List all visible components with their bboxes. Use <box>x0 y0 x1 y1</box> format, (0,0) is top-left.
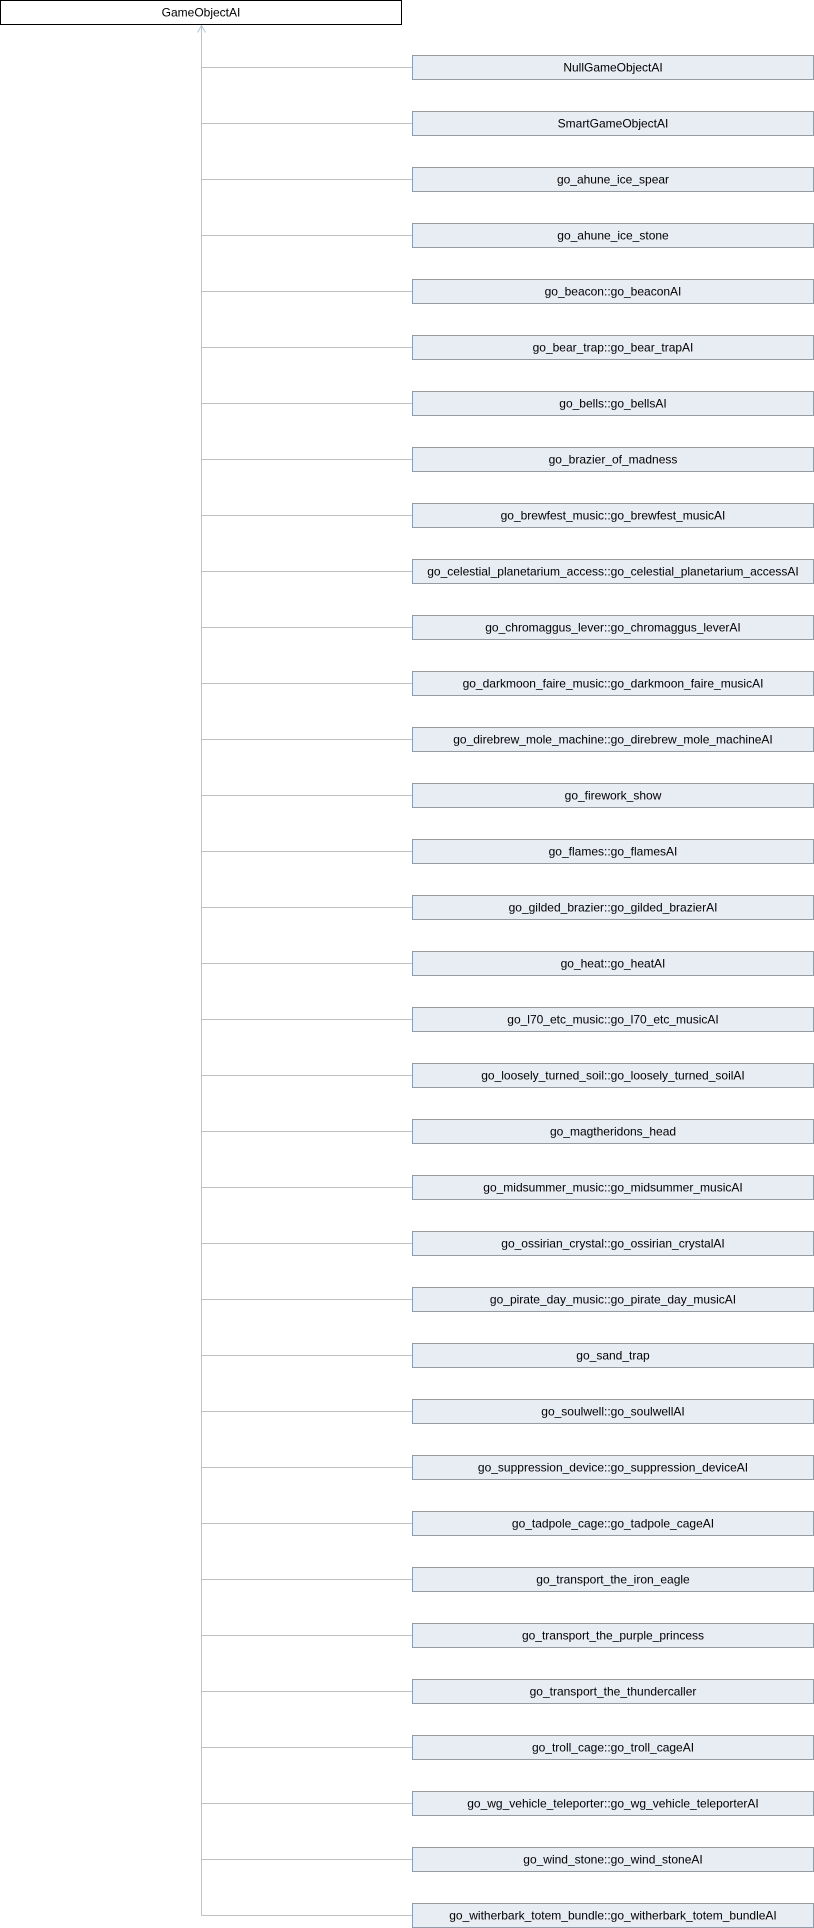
derived-class-label: go_wind_stone::go_wind_stoneAI <box>523 1852 703 1867</box>
derived-class-label: go_ahune_ice_spear <box>556 172 670 187</box>
derived-class-node[interactable] <box>413 1792 814 1816</box>
derived-class-label: go_firework_show <box>564 788 662 803</box>
derived-class-node[interactable] <box>413 1008 814 1032</box>
derived-class-label: go_tadpole_cage::go_tadpole_cageAI <box>511 1516 715 1531</box>
derived-class-label: go_flames::go_flamesAI <box>548 844 678 859</box>
derived-class-node[interactable] <box>413 1400 814 1424</box>
derived-class-label: go_ahune_ice_stone <box>557 228 669 243</box>
derived-class-node[interactable] <box>413 1176 814 1200</box>
derived-class-label: go_celestial_planetarium_access::go_celestial_planetarium_accessAI <box>427 564 799 579</box>
derived-class-node[interactable] <box>413 1064 814 1088</box>
derived-class-label: go_magtheridons_head <box>549 1124 677 1139</box>
derived-class-node[interactable] <box>413 1288 814 1312</box>
derived-class-node[interactable] <box>413 1512 814 1536</box>
derived-class-label: go_heat::go_heatAI <box>560 956 666 971</box>
derived-class-node[interactable] <box>413 616 814 640</box>
derived-class-node[interactable] <box>413 336 814 360</box>
derived-class-label: go_l70_etc_music::go_l70_etc_musicAI <box>507 1012 719 1027</box>
derived-class-label: go_witherbark_totem_bundle::go_witherbark_totem_bundleAI <box>449 1908 777 1923</box>
derived-class-label: go_transport_the_thundercaller <box>529 1684 697 1699</box>
derived-class-label: go_brazier_of_madness <box>548 452 678 467</box>
derived-class-node[interactable] <box>413 1120 814 1144</box>
derived-class-label: go_loosely_turned_soil::go_loosely_turned_soilAI <box>481 1068 745 1083</box>
derived-class-label: go_bear_trap::go_bear_trapAI <box>532 340 694 355</box>
derived-class-node[interactable] <box>413 504 814 528</box>
derived-class-label: go_direbrew_mole_machine::go_direbrew_mole_machineAI <box>453 732 773 747</box>
derived-class-label: NullGameObjectAI <box>563 60 663 75</box>
derived-class-node[interactable] <box>413 1736 814 1760</box>
derived-class-node[interactable] <box>413 1344 814 1368</box>
derived-class-label: go_ossirian_crystal::go_ossirian_crystalAI <box>501 1236 725 1251</box>
derived-class-label: go_darkmoon_faire_music::go_darkmoon_faire_musicAI <box>462 676 764 691</box>
derived-class-label: go_troll_cage::go_troll_cageAI <box>531 1740 695 1755</box>
base-class-label: GameObjectAI <box>161 5 241 20</box>
derived-class-node[interactable] <box>413 168 814 192</box>
derived-class-label: go_soulwell::go_soulwellAI <box>541 1404 685 1419</box>
derived-class-node[interactable] <box>413 224 814 248</box>
derived-class-node[interactable] <box>413 1624 814 1648</box>
derived-class-label: go_transport_the_purple_princess <box>521 1628 705 1643</box>
derived-class-label: go_wg_vehicle_teleporter::go_wg_vehicle_teleporterAI <box>467 1796 759 1811</box>
derived-class-node[interactable] <box>413 560 814 584</box>
derived-class-label: go_suppression_device::go_suppression_deviceAI <box>477 1460 749 1475</box>
derived-class-node[interactable] <box>413 1848 814 1872</box>
derived-class-node[interactable] <box>413 672 814 696</box>
derived-class-node[interactable] <box>413 392 814 416</box>
derived-class-label: go_sand_trap <box>576 1348 650 1363</box>
derived-class-label: go_gilded_brazier::go_gilded_brazierAI <box>508 900 718 915</box>
derived-class-label: go_transport_the_iron_eagle <box>536 1572 690 1587</box>
derived-class-node[interactable] <box>413 448 814 472</box>
derived-class-label: go_bells::go_bellsAI <box>559 396 667 411</box>
derived-class-node[interactable] <box>413 280 814 304</box>
edges-layer <box>198 26 413 1916</box>
derived-class-node[interactable] <box>413 1680 814 1704</box>
derived-classes-layer <box>413 56 814 1928</box>
derived-class-node[interactable] <box>413 896 814 920</box>
derived-class-label: go_midsummer_music::go_midsummer_musicAI <box>483 1180 743 1195</box>
derived-class-node[interactable] <box>413 952 814 976</box>
derived-class-node[interactable] <box>413 56 814 80</box>
derived-class-node[interactable] <box>413 1568 814 1592</box>
derived-class-label: go_chromaggus_lever::go_chromaggus_leverAI <box>485 620 741 635</box>
derived-class-node[interactable] <box>413 1232 814 1256</box>
derived-class-node[interactable] <box>413 840 814 864</box>
derived-class-label: go_pirate_day_music::go_pirate_day_musicAI <box>489 1292 737 1307</box>
derived-class-label: SmartGameObjectAI <box>557 116 669 131</box>
derived-class-node[interactable] <box>413 1904 814 1928</box>
derived-class-label: go_brewfest_music::go_brewfest_musicAI <box>500 508 726 523</box>
derived-class-node[interactable] <box>413 728 814 752</box>
derived-class-node[interactable] <box>413 784 814 808</box>
inheritance-trunk-line <box>202 26 413 1916</box>
derived-class-label: go_beacon::go_beaconAI <box>544 284 682 299</box>
derived-class-node[interactable] <box>413 112 814 136</box>
derived-class-node[interactable] <box>413 1456 814 1480</box>
base-class-node[interactable] <box>1 1 402 25</box>
